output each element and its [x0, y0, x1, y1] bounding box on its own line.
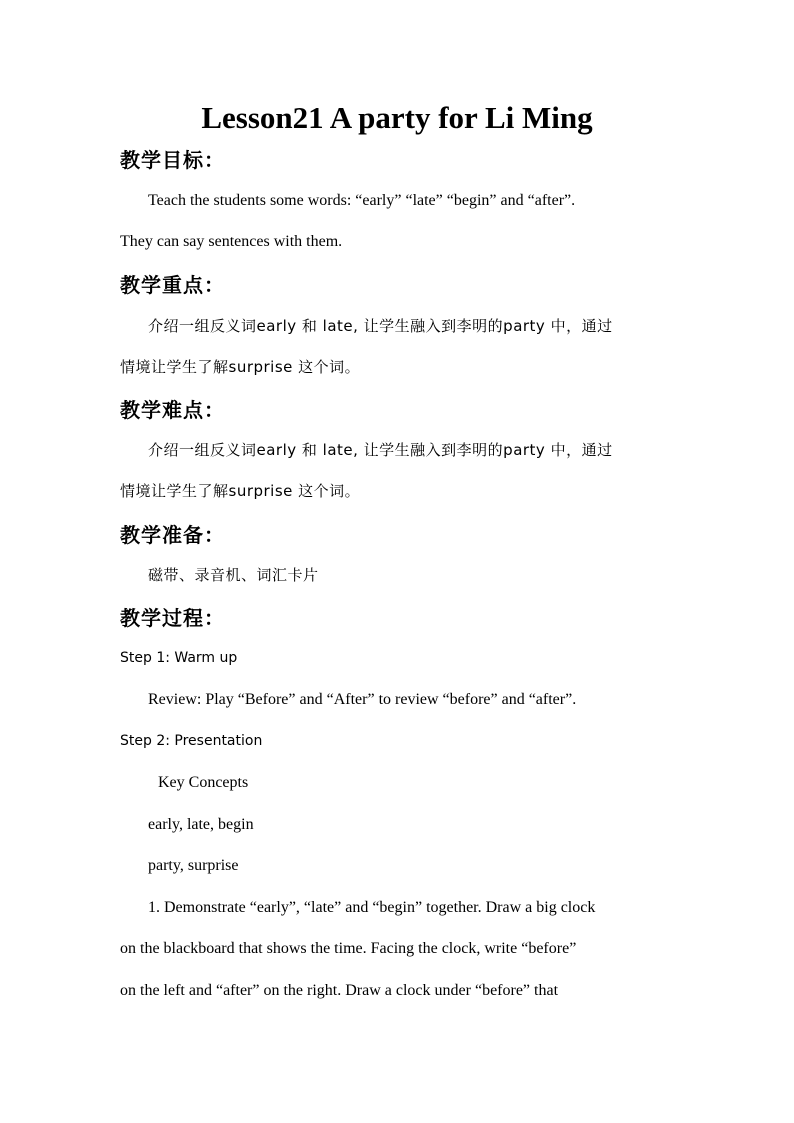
- concepts-line-1: early, late, begin: [148, 816, 254, 833]
- preparation-heading: 教学准备：: [120, 523, 225, 547]
- document-title: Lesson21 A party for Li Ming: [201, 100, 593, 135]
- objectives-heading: 教学目标：: [120, 148, 225, 172]
- step-1-review-line: Review: Play “Before” and “After” to review “before” and “after”.: [148, 691, 577, 708]
- key-points-line-1: 介绍一组反义词early 和 late, 让学生融入到李明的party 中，通过: [148, 317, 613, 335]
- key-points-line-2: 情境让学生了解surprise 这个词。: [120, 358, 361, 376]
- key-points-heading: 教学重点：: [120, 273, 225, 297]
- paragraph-1-line-1: 1. Demonstrate “early”, “late” and “begin” together. Draw a big clock: [148, 899, 596, 916]
- difficulties-line-2: 情境让学生了解surprise 这个词。: [120, 482, 361, 500]
- paragraph-1-line-2: on the blackboard that shows the time. Facing the clock, write “before”: [120, 940, 577, 957]
- step-1-label: Step 1: Warm up: [120, 650, 238, 666]
- difficulties-line-1: 介绍一组反义词early 和 late, 让学生融入到李明的party 中，通过: [148, 441, 613, 459]
- step-2-label: Step 2: Presentation: [120, 733, 263, 749]
- process-heading: 教学过程：: [120, 606, 225, 630]
- difficulties-heading: 教学难点：: [120, 398, 225, 422]
- preparation-line-1: 磁带、录音机、词汇卡片: [148, 566, 319, 584]
- key-concepts-label: Key Concepts: [158, 774, 249, 791]
- concepts-line-2: party, surprise: [148, 857, 239, 874]
- paragraph-1-line-3: on the left and “after” on the right. Draw a clock under “before” that: [120, 982, 559, 999]
- objectives-line-2: They can say sentences with them.: [120, 233, 343, 250]
- objectives-line-1: Teach the students some words: “early” “late” “begin” and “after”.: [148, 192, 576, 209]
